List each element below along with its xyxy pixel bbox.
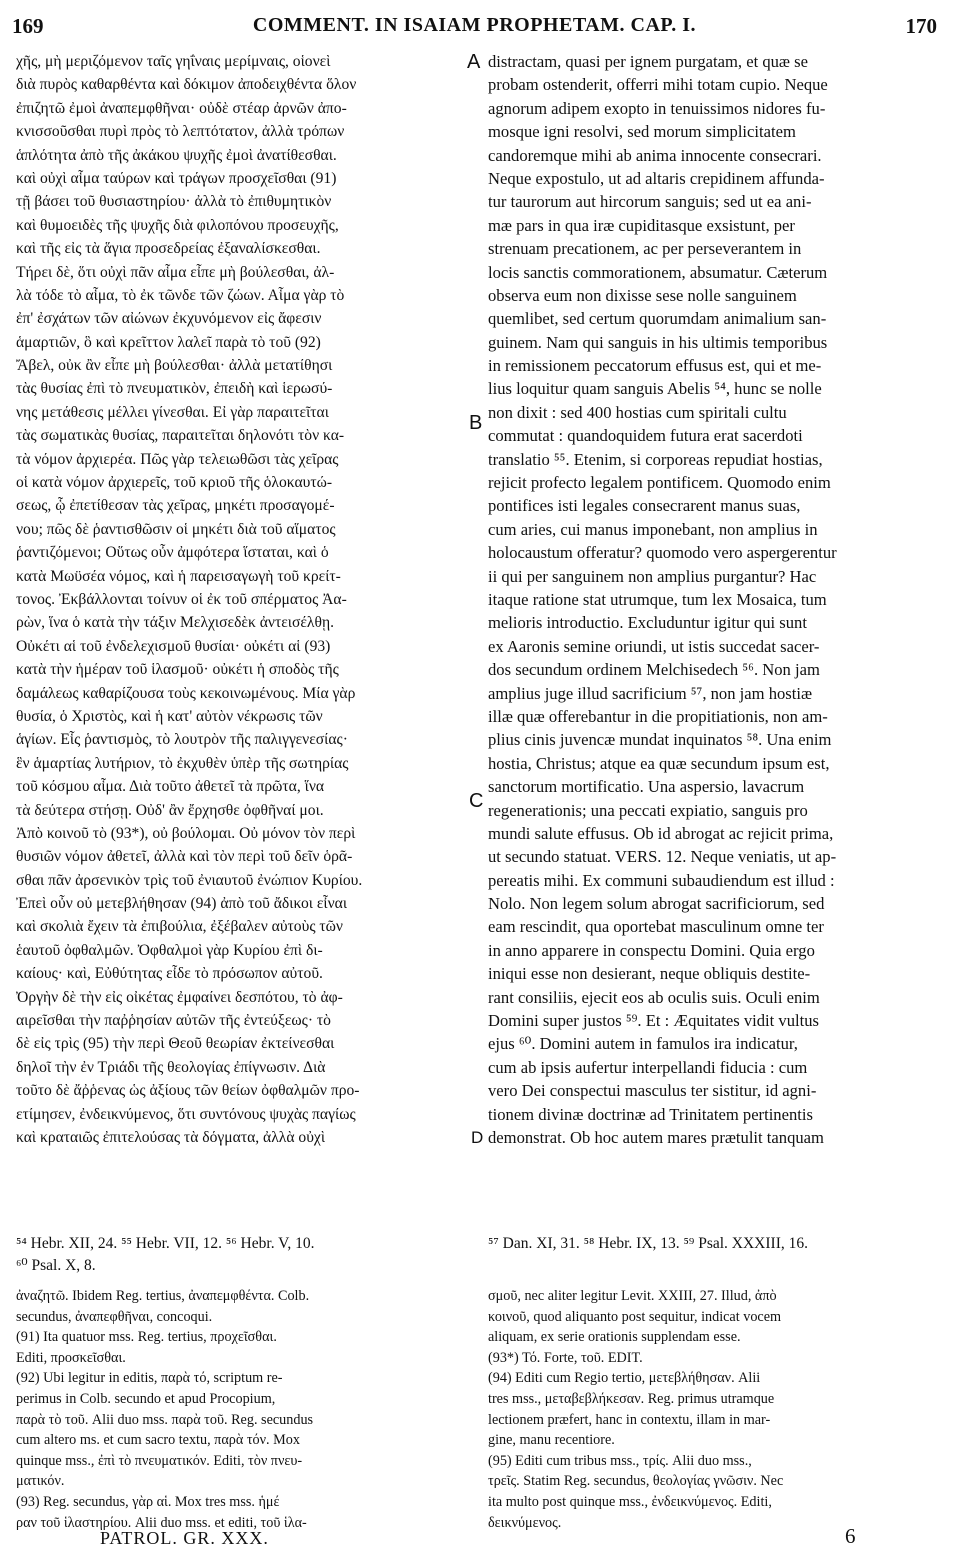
greek-text-line: δὲ εἰς τρὶς (95) τὴν περὶ Θεοῦ θεωρίαν ἐκτείνεσθαι: [16, 1035, 335, 1053]
latin-text-line: probam ostenderit, offerri mihi totam cupio. Neque: [488, 75, 828, 95]
greek-text-line: καὶ σκολιὰ ἔχειν τὰ ἐπιβούλια, ἐξέβαλεν αὐτοὺς τῶν: [16, 918, 343, 936]
greek-text-line: καὶ οὐχὶ αἷμα ταύρων καὶ τράγων προσχεῖσθαι (91): [16, 169, 337, 187]
latin-text-line: ex Aaronis semine oriundi, ut istis succedat sacer-: [488, 636, 820, 656]
latin-text-line: vero Dei conspectui masculus ter sistitur, id agni-: [488, 1081, 817, 1101]
margin-letter-c: C: [469, 790, 484, 812]
greek-text-line: κνισσοῦσθαι πυρὶ πρὸς τὸ λεπτότατον, ἀλλὰ τρόπων: [16, 123, 345, 141]
greek-text-line: κατὰ τὴν ἡμέραν τοῦ ἱλασμοῦ· οὐκέτι ἡ σποδὸς τῆς: [16, 661, 339, 679]
footnotes-right: [488, 1233, 938, 1255]
greek-text-line: νης μετάθεσις μέλλει γίνεσθαι. Εἰ γὰρ παραιτεῖται: [16, 403, 329, 421]
latin-text-line: mæ pars in qua iræ cupiditasque exsistunt, per: [488, 215, 795, 235]
latin-text-line: dos secundum ordinem Melchisedech ⁵⁶. Non jam: [488, 660, 820, 680]
greek-text-line: ἁπλότητα ἀπὸ τῆς ἀκάκου ψυχῆς ἐμοὶ ἀνατίθεσθαι.: [16, 146, 337, 164]
greek-text-line: τὰ νόμον ἀρχιερέα. Πῶς γὰρ τελειωθῶσι τὰς χεῖρας: [16, 450, 339, 468]
page-header: [12, 14, 937, 44]
running-title: COMMENT. IN ISAIAM PROPHETAM. CAP. I.: [252, 14, 697, 36]
latin-text-line: quemlibet, sed certum quorumdam animalium san-: [488, 309, 827, 329]
latin-text-line: itaque ratione stat utrumque, tum lex Mosaica, tum: [488, 589, 827, 609]
latin-text-line: Neque expostulo, ut ad altaris crepidinem affunda-: [488, 168, 825, 188]
latin-text-line: commutat : quandoquidem futura erat sacerdoti: [488, 426, 803, 446]
greek-text-line: τὰς θυσίας ἐπὶ τὸ πνευματικὸν, ἐπειδὴ καὶ ἱερωσύ-: [16, 380, 333, 398]
greek-text-line: ἁμαρτιῶν, ὃ καὶ κρεῖττον λαλεῖ παρὰ τὸ τοῦ (92): [16, 333, 321, 351]
latin-text-line: ejus ⁶⁰. Domini autem in famulos ira indicatur,: [488, 1034, 798, 1054]
greek-text-line: Τήρει δὲ, ὅτι οὐχὶ πᾶν αἷμα εἶπε μὴ βούλεσθαι, ἀλ-: [16, 263, 335, 281]
critical-note-line: δεικνύμενος.: [488, 1514, 562, 1531]
critical-note-line: quinque mss., ἐπὶ τὸ πνευματικόν. Editi, τὸν πνευ-: [16, 1452, 303, 1469]
latin-text-line: eam rescindit, qua oportebat masculinum omne ter: [488, 917, 824, 937]
greek-text-column: [16, 50, 464, 1149]
latin-text-line: Nolo. Non legem solum abrogat sacrificiorum, sed: [488, 894, 825, 914]
greek-text-line: τοῦτο δὲ ἄῤῥενας ὡς ἀξίους τῶν θείων ὀφθαλμῶν προ-: [16, 1082, 360, 1100]
margin-letter-a: A: [467, 51, 481, 73]
latin-text-line: holocaustum offeratur? quomodo vero aspergerentur: [488, 543, 837, 563]
critical-note-line: cum altero ms. et cum sacro textu, παρὰ τόν. Mox: [16, 1432, 300, 1449]
greek-text-line: τὰ δεύτερα στήσῃ. Οὐδ' ἂν ἔρχησθε ὀφθῆναί μοι.: [16, 801, 324, 819]
greek-text-line: ἓν ἁμαρτίας λυτήριον, τὸ ἐκχυθὲν ὑπὲρ τῆς σωτηρίας: [16, 754, 349, 772]
critical-note-line: κοινοῦ, quod aliquanto post sequitur, indicat vocem: [488, 1308, 782, 1325]
latin-text-line: guinem. Nam qui sanguis in his ultimis temporibus: [488, 332, 828, 352]
latin-text-line: in anno apparere in conspectu Domini. Quia ergo: [488, 940, 815, 960]
greek-text-line: θυσία, ὁ Χριστὸς, καὶ ἡ κατ' αὐτὸν νέκρωσις τῶν: [16, 707, 323, 725]
greek-text-line: οἱ κατὰ νόμον ἀρχιερεῖς, τοῦ κριοῦ τῆς ὁλοκαυτώ-: [16, 474, 333, 492]
greek-text-line: τὰς σωματικὰς θυσίας, παραιτεῖται δηλονότι τὸν κα-: [16, 427, 345, 445]
greek-text-line: Ἄβελ, οὐκ ἂν εἶπε μὴ βούλεσθαι· ἀλλὰ μετατίθησι: [16, 357, 333, 375]
latin-text-line: amplius juge illud sacrificium ⁵⁷, non jam hostiæ: [488, 683, 813, 703]
latin-text-line: pontifices isti legales consecrarent manus suas,: [488, 496, 801, 516]
critical-note-line: lectionem præfert, hanc in contextu, illam in mar-: [488, 1411, 771, 1428]
latin-text-line: translatio ⁵⁵. Etenim, si corporeas repudiat hostias,: [488, 449, 823, 469]
greek-text-line: διὰ πυρὸς καθαρθέντα καὶ δόκιμον ἀποδειχθέντα ὅλον: [16, 76, 357, 94]
latin-text-line: tionem divinæ doctrinæ ad Trinitatem pertinentis: [488, 1104, 813, 1124]
greek-text-line: τοῦ κόσμου αἷμα. Διὰ τοῦτο ἀθετεῖ τὰ πρῶτα, ἵνα: [16, 778, 325, 796]
greek-text-line: σθαι πᾶν ἀρσενικὸν τρὶς τοῦ ἐνιαυτοῦ ἐνώπιον Κυρίου.: [16, 871, 363, 889]
greek-text-line: Ἀπὸ κοινοῦ τὸ (93*), οὐ βούλομαι. Οὐ μόνον τὸν περὶ: [16, 824, 356, 842]
latin-text-line: iniqui esse non desierant, neque obliquis destite-: [488, 964, 811, 984]
greek-text-line: καὶ τῆς εἰς τὰ ἅγια προσεδρείας ἐξαναλίσκεσθαι.: [16, 240, 321, 258]
left-page-number: 169: [12, 14, 44, 38]
greek-text-line: νου; πῶς δὲ ῥαντισθῶσιν οἱ μηκέτι διὰ τοῦ αἵματος: [16, 520, 336, 538]
critical-note-line: (95) Editi cum tribus mss., τρίς. Alii duo mss.,: [488, 1452, 752, 1469]
critical-note-line: ita multo post quinque mss., ἐνδεικνύμενος. Editi,: [488, 1493, 772, 1510]
latin-text-line: sanctorum mortificatio. Una aspersio, lavacrum: [488, 777, 805, 797]
critical-note-line: Editi, προσκεῖσθαι.: [16, 1349, 126, 1366]
greek-text-line: θυσιῶν νόμον ἀθετεῖ, ἀλλὰ καὶ τὸν περὶ τοῦ δεῖν ὁρᾶ-: [16, 848, 353, 866]
greek-text-line: αιρεῖσθαι τὴν παῤῥησίαν αὐτῶν τῆς ἐντεύξεως· τὸ: [16, 1012, 331, 1030]
greek-text-line: ἐπ' ἐσχάτων τῶν αἰώνων ἐκχυνόμενον εἰς ἄφεσιν: [16, 310, 322, 328]
latin-text-line: cum aries, cui manus imponebant, non amplius in: [488, 519, 818, 539]
critical-note-line: παρὰ τὸ τοῦ. Alii duo mss. παρὰ τοῦ. Reg. secundus: [16, 1411, 314, 1428]
latin-text-line: strenuam precationem, ac per perseverantem in: [488, 239, 802, 259]
latin-text-line: illæ quæ offerebantur in die propitiationis, non am-: [488, 706, 828, 726]
greek-text-line: καίους· καὶ, Εὐθύτητας εἶδε τὸ πρόσωπον αὐτοῦ.: [16, 965, 323, 983]
greek-text-line: ετίμησεν, ἐνδεικνύμενος, ὅτι συντόνους ψυχὰς παγίως: [16, 1105, 356, 1123]
latin-text-line: in remissionem peccatorum effusus est, qui et me-: [488, 356, 822, 376]
critical-notes-right: [488, 1286, 938, 1533]
footnote-line: ⁵⁷ Dan. XI, 31. ⁵⁸ Hebr. IX, 13. ⁵⁹ Psal. XXXIII, 16.: [488, 1235, 808, 1252]
latin-text-line: Domini super justos ⁵⁹. Et : Æquitates vidit vultus: [488, 1011, 819, 1031]
greek-text-line: ἁγίων. Εἷς ῥαντισμὸς, τὸ λουτρὸν τῆς παλιγγενεσίας·: [16, 731, 348, 749]
latin-text-line: ii qui per sanguinem non amplius purgantur? Hac: [488, 566, 817, 586]
greek-text-line: ρὼν, ἵνα ὁ κατὰ τὴν τάξιν Μελχισεδὲκ ἀντεισέλθῃ.: [16, 614, 334, 632]
latin-text-line: rant consiliis, ejecit eos ab oculis suis. Oculi enim: [488, 987, 820, 1007]
signature-number: 6: [845, 1524, 856, 1548]
greek-text-line: τονος. Ἐκβάλλονται τοίνυν οἱ ἐκ τοῦ σπέρματος Ἀα-: [16, 590, 347, 608]
latin-text-line: cum ab ipsis aufertur interpellandi fiducia : cum: [488, 1057, 808, 1077]
latin-text-line: non dixit : sed 400 hostias cum spiritali cultu: [488, 402, 787, 422]
latin-text-line: mundi salute effusus. Ob id abrogat ac rejicit prima,: [488, 823, 834, 843]
margin-letter-d: D: [471, 1128, 484, 1147]
greek-text-line: Ἐπεὶ οὖν οὐ μετεβλήθησαν (94) ἀπὸ τοῦ ἄδικοι εἶναι: [16, 895, 348, 913]
critical-note-line: (94) Editi cum Regio tertio, μετεβλήθησαν. Alii: [488, 1370, 761, 1387]
volume-signature: PATROL. GR. XXX.: [100, 1528, 269, 1548]
greek-text-line: λὰ τόδε τὸ αἷμα, τὸ ἐκ τῶνδε τῶν ζώων. Αἷμα γὰρ τὸ: [16, 286, 345, 304]
latin-text-line: locis sanctis commorationem, absumatur. Cæterum: [488, 262, 828, 282]
latin-text-line: distractam, quasi per ignem purgatam, et quæ se: [488, 52, 808, 71]
greek-text-line: δηλοῖ τὴν ἐν Τριάδι τῆς θεολογίας ἐπίγνωσιν. Διὰ: [16, 1058, 326, 1076]
critical-note-line: gine, manu recentiore.: [488, 1432, 615, 1449]
footnotes-left: [16, 1233, 466, 1277]
critical-note-line: tres mss., μεταβεβλήκεσαν. Reg. primus utramque: [488, 1390, 775, 1407]
latin-text-line: agnorum adipem exopto in tenuissimos nidores fu-: [488, 98, 826, 118]
latin-text-column: [488, 50, 938, 1149]
greek-text-line: τῇ βάσει τοῦ θυσιαστηρίου· ἀλλὰ τὸ ἐπιθυμητικὸν: [16, 193, 332, 211]
latin-text-line: lius loquitur quam sanguis Abelis ⁵⁴, hunc se nolle: [488, 379, 822, 399]
latin-text-line: mosque igni resolvi, sed morum simplicitatem: [488, 122, 796, 142]
critical-note-line: (92) Ubi legitur in editis, παρὰ τό, scriptum re-: [16, 1370, 283, 1387]
critical-note-line: (93*) Τό. Forte, τοῦ. EDIT.: [488, 1349, 643, 1366]
greek-text-line: καὶ θυμοειδὲς τῆς ψυχῆς διὰ φιλοπόνου προσευχῆς,: [16, 216, 339, 234]
latin-text-line: demonstrat. Ob hoc autem mares prætulit tanquam: [488, 1127, 824, 1147]
critical-note-line: (91) Ita quatuor mss. Reg. tertius, προχεῖσθαι.: [16, 1329, 277, 1346]
greek-text-line: ἐπιζητῶ ἐμοὶ ἀναπεμφθῆναι· οὐδὲ στέαρ ἀρνῶν ἀπο-: [16, 99, 347, 117]
critical-note-line: ἀναζητῶ. Ibidem Reg. tertius, ἀναπεμφθέντα. Colb.: [16, 1288, 310, 1304]
greek-text-line: κατὰ Μωϋσέα νόμος, καὶ ἡ παρεισαγωγὴ τοῦ κρείτ-: [16, 567, 341, 585]
greek-text-line: ἑαυτοῦ ὀφθαλμῶν. Ὀφθαλμοὶ γὰρ Κυρίου ἐπὶ δι-: [16, 941, 323, 959]
critical-note-line: perimus in Colb. secundo et apud Procopium,: [16, 1390, 276, 1407]
footnote-line: ⁵⁴ Hebr. XII, 24. ⁵⁵ Hebr. VII, 12. ⁵⁶ Hebr. V, 10.: [16, 1235, 315, 1252]
critical-note-line: (93) Reg. secundus, γὰρ αἱ. Mox tres mss. ἡμέ: [16, 1493, 280, 1510]
critical-note-line: ματικόν.: [16, 1473, 65, 1490]
latin-text-line: melioris introductio. Excluduntur igitur qui sunt: [488, 613, 807, 633]
latin-text-line: ut secundo statuat. VERS. 12. Neque veniatis, ut ap-: [488, 847, 837, 867]
greek-text-line: καὶ κραταιῶς ἐπιτελούσας τὰ δόγματα, ἀλλὰ οὐχὶ: [16, 1128, 326, 1146]
latin-text-line: tur taurorum aut hircorum sanguis; sed ut ea ani-: [488, 192, 812, 212]
critical-note-line: secundus, ἀναπεφθῆναι, concoqui.: [16, 1308, 213, 1325]
greek-text-line: δαμάλεως καθαρίζουσα τοὺς κεκοινωμένους. Μία γὰρ: [16, 684, 356, 702]
greek-text-line: Οὐκέτι αἱ τοῦ ἐνδελεχισμοῦ θυσίαι· οὐκέτι αἱ (93): [16, 637, 331, 655]
latin-text-line: hostia, Christus; atque ea quæ secundum ipsum est,: [488, 753, 830, 773]
critical-note-line: τρεῖς. Statim Reg. secundus, θεολογίας γνῶσιν. Nec: [488, 1473, 784, 1490]
margin-letter-b: B: [469, 412, 483, 434]
latin-text-line: pereatis mihi. Ex communi subaudiendum est illud :: [488, 870, 835, 890]
critical-note-line: σμοῦ, nec aliter legitur Levit. XXIII, 27. Illud, ἀπὸ: [488, 1288, 777, 1304]
greek-text-line: Ὀργὴν δὲ τὴν εἰς οἰκέτας ἐμφαίνει δεσπότου, τὸ ἀφ-: [16, 988, 343, 1006]
greek-text-line: χῆς, μὴ μεριζόμενον ταῖς γηΐναις μερίμναις, οἱονεὶ: [16, 53, 331, 70]
critical-notes-left: [16, 1286, 466, 1533]
latin-text-line: regenerationis; una peccati expiatio, sanguis pro: [488, 800, 808, 820]
latin-text-line: plius cinis juvencæ mundat inquinatos ⁵⁸. Una enim: [488, 730, 832, 750]
latin-text-line: candoremque mihi ab anima innocente consecrari.: [488, 145, 822, 165]
latin-text-line: observa eum non dixisse sese nolle sanguinem: [488, 285, 797, 305]
greek-text-line: σεως, ᾧ ἐπετίθεσαν τὰς χεῖρας, μηκέτι προσαγομέ-: [16, 497, 335, 515]
latin-text-line: rejicit profecto legalem pontificem. Quomodo enim: [488, 473, 831, 493]
greek-text-line: ῥαντιζόμενοι; Οὕτως οὖν ἀμφότερα ἵσταται, καὶ ὁ: [16, 544, 329, 562]
right-page-number: 170: [905, 14, 937, 38]
footnote-line: ⁶⁰ Psal. X, 8.: [16, 1257, 96, 1274]
critical-note-line: ραν τοῦ ἱλαστηρίου. Alii duo mss. et editi, τοῦ ἱλα-: [16, 1514, 307, 1531]
critical-note-line: aliquam, ex serie orationis supplendam esse.: [488, 1329, 741, 1346]
